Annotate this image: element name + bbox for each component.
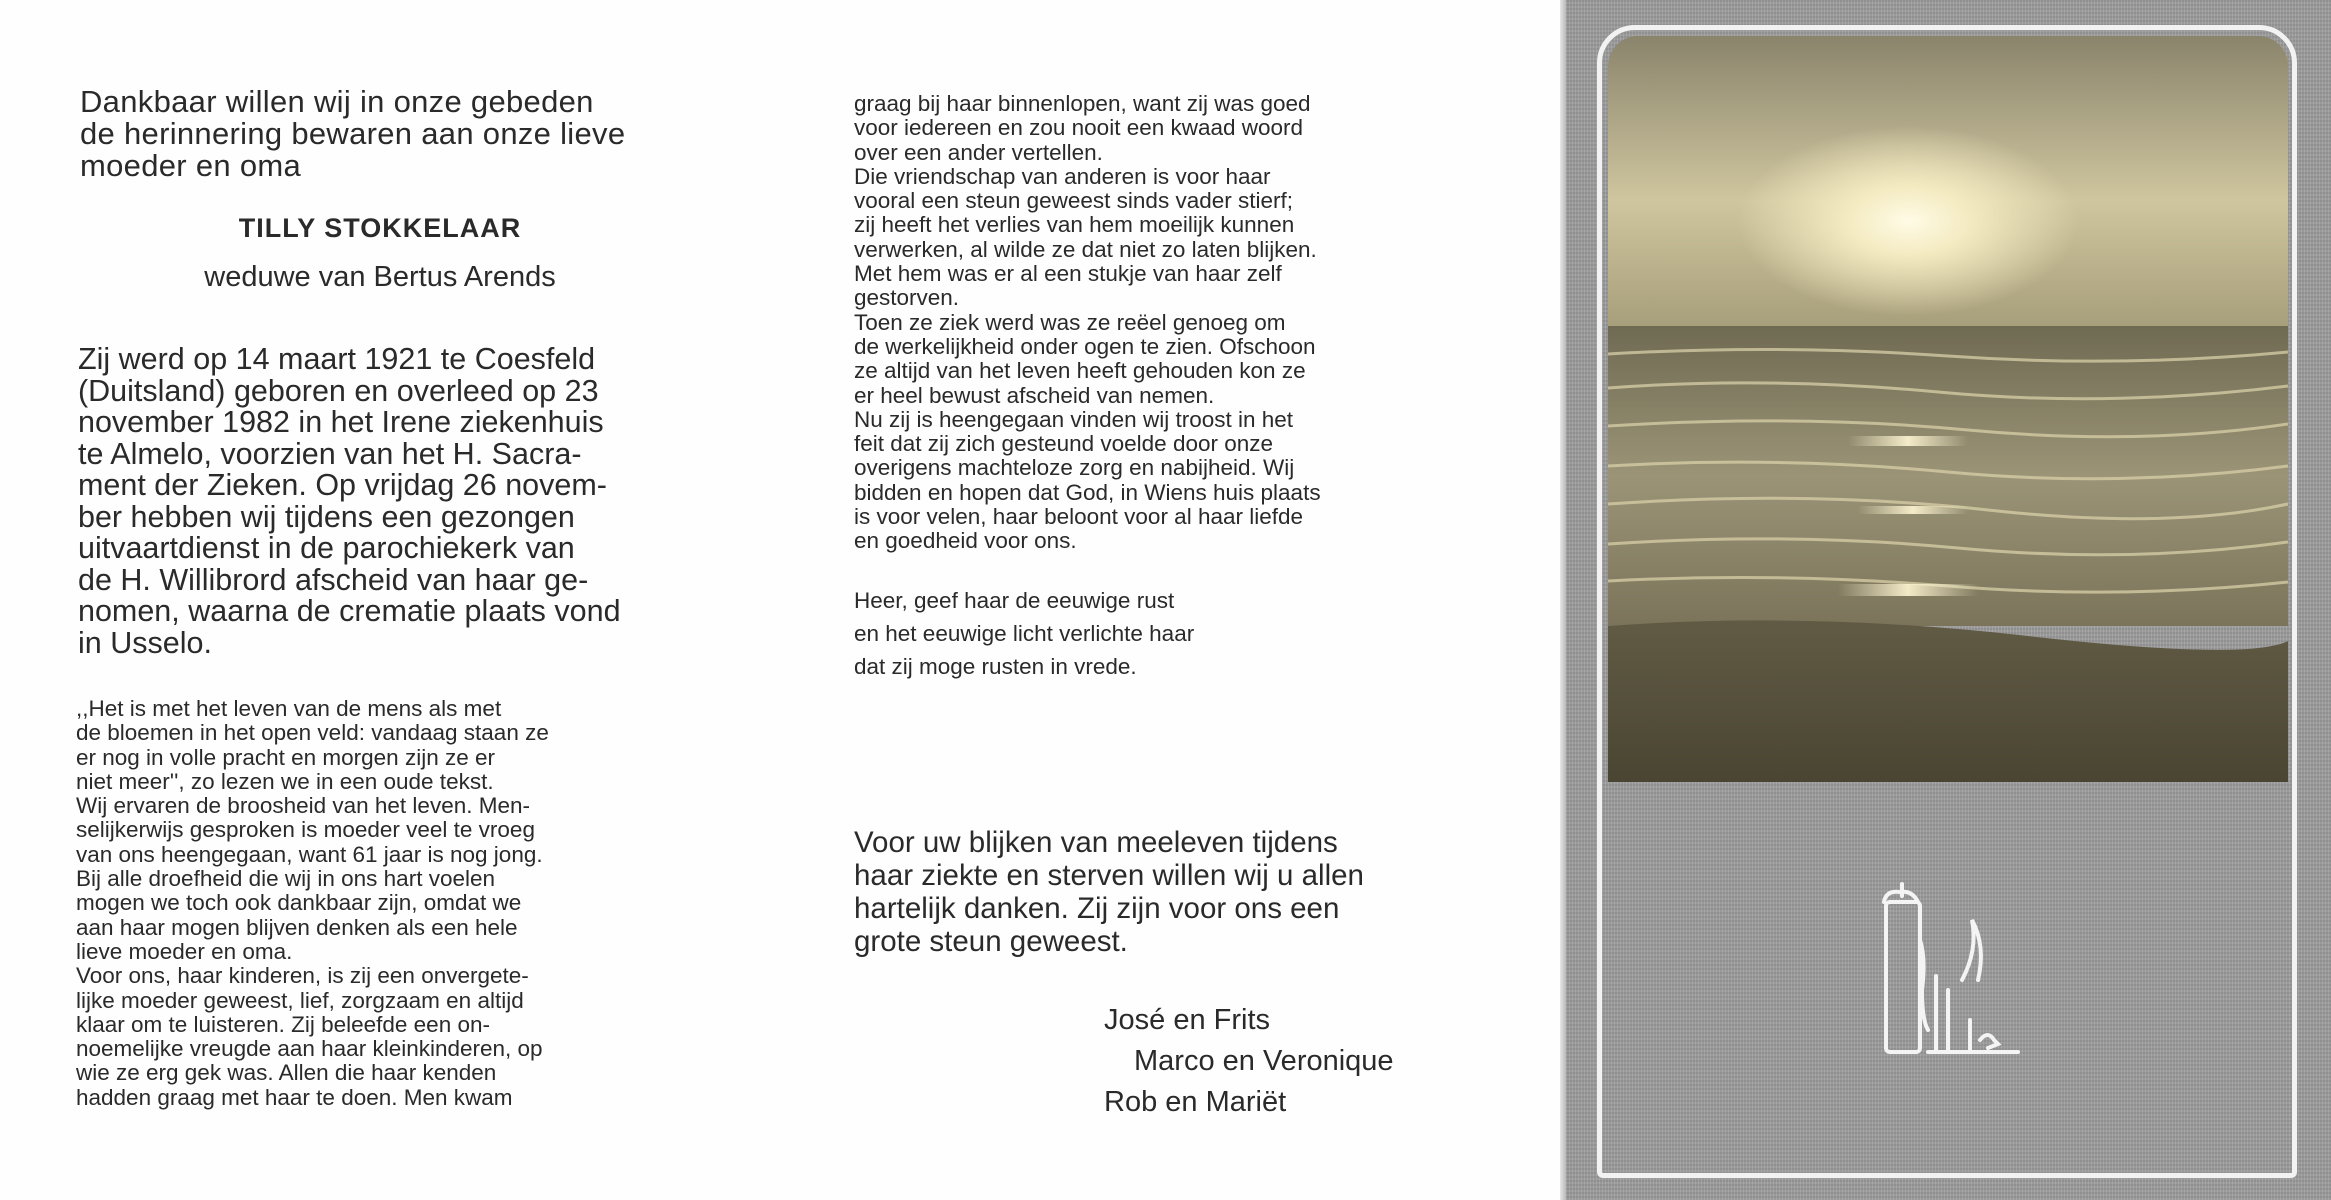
reflection-line: selijkerwijs gesproken is moeder veel te vroeg — [76, 817, 535, 843]
reflection-line: klaar om te luisteren. Zij beleefde een on- — [76, 1011, 490, 1037]
biography-line: uitvaartdienst in de parochiekerk van — [78, 531, 575, 565]
sunset-sea-photo — [1608, 36, 2288, 782]
biography-line: de H. Willibrord afscheid van haar ge- — [78, 562, 589, 597]
memorial-line: en goedheid voor ons. — [854, 528, 1077, 554]
reflection-line: de bloemen in het open veld: vandaag staan ze — [76, 720, 549, 746]
biography-line: Zij werd op 14 maart 1921 te Coesfeld — [78, 342, 596, 376]
intro-line: Dankbaar willen wij in onze gebeden — [80, 84, 594, 119]
biography-line: te Almelo, voorzien van het H. Sacra- — [78, 436, 582, 471]
left-panel — [0, 0, 790, 1200]
prayer-line: en het eeuwige licht verlichte haar — [854, 621, 1195, 646]
memorial-line: bidden en hopen dat God, in Wiens huis plaats — [854, 479, 1321, 505]
memorial-line: de werkelijkheid onder ogen te zien. Ofschoon — [854, 333, 1316, 359]
biography-line: november 1982 in het Irene ziekenhuis — [78, 405, 604, 439]
memorial-line: Met hem was er al een stukje van haar zelf — [854, 261, 1282, 287]
widow-line: weduwe van Bertus Arends — [204, 261, 556, 293]
memorial-line: is voor velen, haar beloont voor al haar liefde — [854, 504, 1304, 530]
reflection-line: er nog in volle pracht en morgen zijn ze er — [76, 744, 495, 770]
signature-line: Marco en Veronique — [1134, 1045, 1394, 1077]
memorial-line: voor iedereen en zou nooit een kwaad woord — [854, 115, 1304, 141]
thanks-line: grote steun geweest. — [854, 925, 1128, 958]
memorial-line: ze altijd van het leven heeft gehouden kon ze — [854, 358, 1306, 384]
memorial-line: overigens machteloze zorg en nabijheid. Wij — [854, 455, 1295, 481]
reflection-line: hadden graag met haar te doen. Men kwam — [76, 1084, 513, 1110]
middle-panel — [790, 0, 1560, 1200]
reflection-line: niet meer'', zo lezen we in een oude tekst. — [76, 768, 494, 794]
thanks-line: hartelijk danken. Zij zijn voor ons een — [854, 892, 1340, 925]
thanks-line: Voor uw blijken van meeleven tijdens — [854, 826, 1338, 859]
signature-line: José en Frits — [1104, 1004, 1270, 1036]
biography — [78, 344, 676, 659]
reflection-line: noemelijke vreugde aan haar kleinkinderen, op — [76, 1036, 543, 1062]
reflection-line: van ons heengegaan, want 61 jaar is nog jong. — [76, 841, 543, 867]
memorial-line: er heel bewust afscheid van nemen. — [854, 382, 1215, 408]
memorial-line: Die vriendschap van anderen is voor haar — [854, 163, 1271, 189]
deceased-name: TILLY STOKKELAAR — [238, 213, 522, 243]
reflection-line: aan haar mogen blijven denken als een hele — [76, 914, 518, 940]
cover-panel — [1560, 0, 2331, 1200]
reflection-line: Wij ervaren de broosheid van het leven. Men- — [76, 793, 530, 819]
memorial-text — [854, 92, 1440, 554]
family-signatures — [1104, 1000, 1464, 1123]
sun-reflection — [1848, 436, 1968, 446]
intro-line: moeder en oma — [80, 148, 302, 183]
memorial-line: vooral een steun geweest sinds vader stierf; — [854, 188, 1293, 214]
memorial-line: graag bij haar binnenlopen, want zij was goed — [854, 91, 1311, 116]
reflection-line: Voor ons, haar kinderen, is zij een onvergete- — [76, 963, 529, 989]
reflection-line: mogen we toch ook dankbaar zijn, omdat we — [76, 890, 522, 916]
signature-line: Rob en Mariët — [1104, 1086, 1287, 1118]
memorial-line: gestorven. — [854, 285, 960, 311]
reflection-line: lijke moeder geweest, lief, zorgzaam en altijd — [76, 987, 524, 1013]
sun-reflection — [1838, 584, 1978, 596]
biography-line: ment der Zieken. Op vrijdag 26 novem- — [78, 468, 607, 502]
biography-line: in Usselo. — [78, 625, 212, 660]
sunset-sea-image — [1608, 36, 2288, 782]
candle-icon — [1878, 880, 2058, 1060]
reflection-line: ,,Het is met het leven van de mens als met — [76, 696, 502, 721]
thanks-line: haar ziekte en sterven willen wij u allen — [854, 859, 1364, 892]
card-fold-edge — [1560, 0, 1566, 1200]
prayer-line: dat zij moge rusten in vrede. — [854, 654, 1137, 679]
reflection-line: wie ze erg gek was. Allen die haar kenden — [76, 1060, 497, 1086]
sun-reflection — [1858, 506, 1968, 514]
beach — [1608, 620, 2288, 782]
biography-line: nomen, waarna de crematie plaats vond — [78, 594, 621, 628]
memorial-line: feit dat zij zich gesteund voelde door onze — [854, 431, 1274, 457]
prayer-line: Heer, geef haar de eeuwige rust — [854, 588, 1175, 613]
reflection-line: Bij alle droefheid die wij in ons hart voelen — [76, 866, 495, 892]
memorial-line: Nu zij is heengegaan vinden wij troost in het — [854, 406, 1294, 432]
sun-glow — [1738, 126, 2078, 316]
reflection-text — [76, 697, 674, 1110]
intro-line: de herinnering bewaren aan onze lieve — [80, 116, 626, 151]
biography-line: ber hebben wij tijdens een gezongen — [78, 499, 575, 534]
memorial-line: zij heeft het verlies van hem moeilijk kunnen — [854, 212, 1295, 238]
memorial-line: Toen ze ziek werd was ze reëel genoeg om — [854, 309, 1286, 335]
memorial-line: over een ander vertellen. — [854, 139, 1103, 165]
memorial-line: verwerken, al wilde ze dat niet zo laten blijken. — [854, 236, 1317, 262]
intro-text — [80, 86, 680, 182]
thanks-text — [854, 826, 1454, 958]
prayer — [854, 584, 1454, 683]
reflection-line: lieve moeder en oma. — [76, 938, 293, 964]
biography-line: (Duitsland) geboren en overleed op 23 — [78, 373, 599, 408]
